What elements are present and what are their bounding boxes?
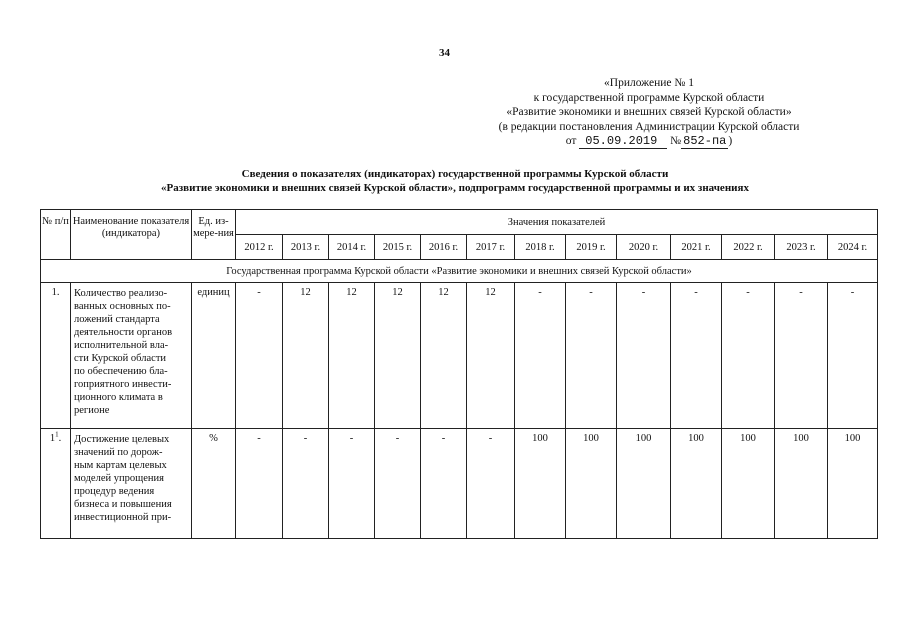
indicator-name-line: сти Курской области <box>74 353 167 364</box>
year-header: 2013 г. <box>283 235 329 260</box>
year-header: 2023 г. <box>775 235 828 260</box>
value-cell: 12 <box>375 283 421 429</box>
value-cell: - <box>375 429 421 539</box>
section-title: Государственная программа Курской области «Развитие экономики и внешних связей Курской области» <box>41 260 878 283</box>
table-row <box>41 429 878 539</box>
value-cell: - <box>828 283 878 429</box>
year-header: 2020 г. <box>617 235 671 260</box>
value-cell: 100 <box>515 429 566 539</box>
year-header: 2017 г. <box>467 235 515 260</box>
appendix-line-3: «Развитие экономики и внешних связей Курской области» <box>506 106 792 118</box>
year-header: 2024 г. <box>828 235 878 260</box>
value-cell: - <box>236 283 283 429</box>
indicator-name <box>71 429 192 539</box>
date-prefix: от <box>565 135 577 147</box>
value-cell: 100 <box>617 429 671 539</box>
value-cell: 12 <box>283 283 329 429</box>
number-prefix: № <box>670 135 682 147</box>
year-header: 2016 г. <box>421 235 467 260</box>
value-cell: - <box>421 429 467 539</box>
year-header: 2021 г. <box>671 235 722 260</box>
indicator-name-line: гоприятного инвести- <box>74 379 172 390</box>
appendix-line-1: «Приложение № 1 <box>604 77 694 89</box>
header-unit: Ед. из-мере-ния <box>192 210 236 260</box>
value-cell: - <box>775 283 828 429</box>
indicator-name-line: значений по дорож- <box>74 447 163 458</box>
year-header: 2022 г. <box>722 235 775 260</box>
unit-cell: единиц <box>192 283 236 429</box>
value-cell: 100 <box>722 429 775 539</box>
resolution-date: 05.09.2019 <box>579 134 667 149</box>
value-cell: 100 <box>566 429 617 539</box>
appendix-block <box>459 76 839 149</box>
year-header: 2018 г. <box>515 235 566 260</box>
year-header: 2014 г. <box>329 235 375 260</box>
row-number-main: 1 <box>49 433 56 444</box>
appendix-date-line <box>459 134 839 149</box>
header-indicator-name: Наименование показателя (индикатора) <box>71 210 192 260</box>
value-cell: 100 <box>671 429 722 539</box>
indicator-name-line: исполнительной вла- <box>74 340 169 351</box>
indicator-name-line: ложений стандарта <box>74 314 160 325</box>
indicators-table <box>40 209 878 539</box>
indicator-name-line: ционного климата в <box>74 392 163 403</box>
value-cell: - <box>566 283 617 429</box>
unit-cell: % <box>192 429 236 539</box>
value-cell: - <box>236 429 283 539</box>
document-title-line-2: «Развитие экономики и внешних связей Курской области», подпрограмм государственной программы и их значениях <box>161 182 749 194</box>
value-cell: 100 <box>828 429 878 539</box>
value-cell: - <box>671 283 722 429</box>
value-cell: - <box>467 429 515 539</box>
indicator-name-line: регионе <box>74 405 110 416</box>
table-row <box>41 283 878 429</box>
appendix-line-4: (в редакции постановления Администрации Курской области <box>498 120 800 133</box>
value-cell: - <box>283 429 329 539</box>
header-values: Значения показателей <box>236 210 878 235</box>
indicator-name <box>71 283 192 429</box>
year-header: 2019 г. <box>566 235 617 260</box>
value-cell: 100 <box>775 429 828 539</box>
closing-paren: ) <box>728 135 733 147</box>
header-row-top <box>41 210 878 235</box>
section-row <box>41 260 878 283</box>
header-num: № п/п <box>41 210 71 260</box>
indicator-name-line: моделей упрощения <box>74 473 164 484</box>
indicator-name-line: бизнеса и повышения <box>74 499 172 510</box>
value-cell: 12 <box>421 283 467 429</box>
indicator-name-line: по обеспечению бла- <box>74 366 168 377</box>
value-cell: - <box>515 283 566 429</box>
indicator-name-line: деятельности органов <box>74 327 173 338</box>
value-cell: 12 <box>467 283 515 429</box>
row-number-superscript: 1 <box>55 430 59 439</box>
year-header: 2012 г. <box>236 235 283 260</box>
value-cell: 12 <box>329 283 375 429</box>
indicator-name-line: инвестиционной при- <box>74 512 172 523</box>
resolution-number: 852-па <box>683 134 727 148</box>
document-title-line-1: Сведения о показателях (индикаторах) государственной программы Курской области <box>241 168 669 180</box>
page-number: 34 <box>439 47 450 59</box>
indicator-name-line: Количество реализо- <box>74 288 168 299</box>
row-number <box>41 429 71 539</box>
value-cell: - <box>329 429 375 539</box>
row-number-suffix: . <box>58 433 62 444</box>
indicator-name-line: ванных основных по- <box>74 301 171 312</box>
indicator-name-line: ным картам целевых <box>74 460 167 471</box>
value-cell: - <box>722 283 775 429</box>
year-header: 2015 г. <box>375 235 421 260</box>
appendix-line-2: к государственной программе Курской области <box>533 91 765 104</box>
value-cell: - <box>617 283 671 429</box>
indicator-name-line: процедур ведения <box>74 486 155 497</box>
indicator-name-line: Достижение целевых <box>74 434 170 445</box>
row-number: 1. <box>41 283 71 429</box>
